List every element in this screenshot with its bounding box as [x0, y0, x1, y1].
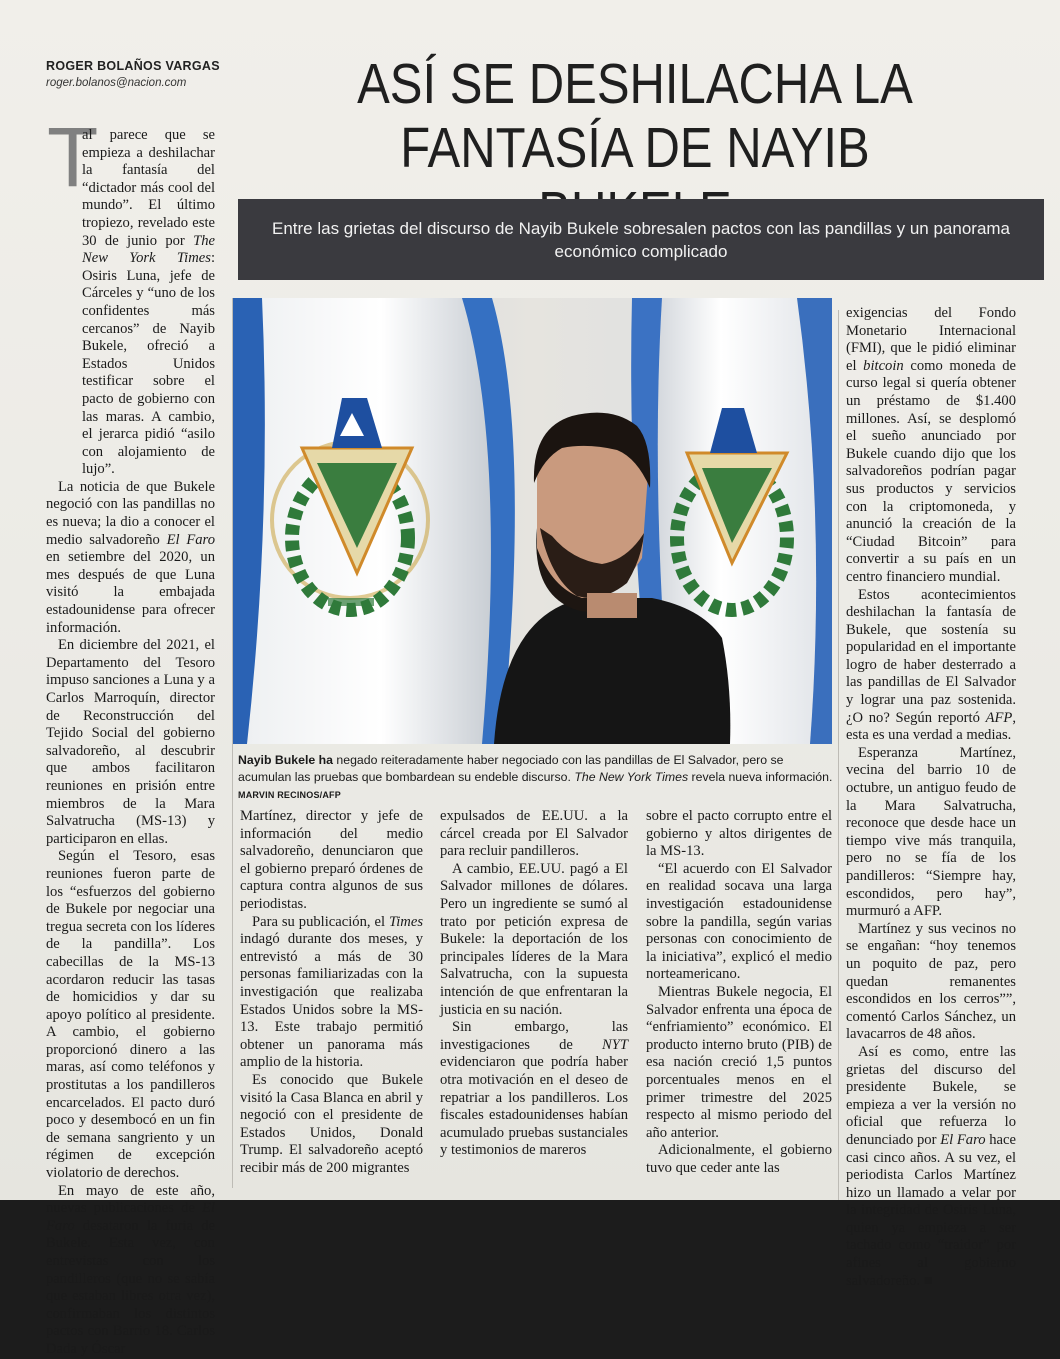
article-paragraph: Así es como, entre las grietas del discurso del presidente Bukele, se empieza a ver la versión no oficial que refuerza lo denunciado por El Faro hace casi cinco años. A su vez, el periodista Carlos Martínez hizo un llamado a velar por la integridad de Osiris Luna, quien ya empieza a ser tachado como “traidor” por afines al gobierno salvadoreño. ■	[846, 1043, 1016, 1289]
drop-cap: T	[47, 110, 99, 204]
article-paragraph: Esperanza Martínez, vecina del barrio 10 de octubre, un antiguo feudo de la Mara Salvatrucha, reconoce que desde hace un tiempo vive más tranquila, pero no se fía de los pandilleros: “Siempre hay, escondidos, pero hay”, murmuró a AFP.	[846, 744, 1016, 920]
article-paragraph: Sin embargo, las investigaciones de NYT evidenciaron que podría haber otra motivación en el deseo de repatriar a los pandilleros. Los fiscales estadounidenses habían acumulado pruebas sustanciales y testimonios de mareros	[440, 1019, 628, 1159]
photo-caption	[238, 752, 838, 804]
subheadline-text: Entre las grietas del discurso de Nayib Bukele sobresalen pactos con las pandillas y un panorama económico complicado	[271, 218, 1011, 261]
article-paragraph: Martínez y sus vecinos no se engañan: “hoy tenemos un poquito de paz, pero quedan remanentes escondidos en los cerros””, comentó Carlos Sánchez, un lavacarros de 48 años.	[846, 920, 1016, 1043]
article-paragraph: Mientras Bukele negocia, El Salvador enfrenta una época de “enfriamiento” económico. El producto interno bruto (PIB) de esa nación creció 1,5 puntos porcentuales menos en el primer trimestre del 2025 respecto al mismo periodo del año anterior.	[646, 983, 832, 1141]
caption-source: The New York Times	[574, 770, 689, 784]
photo-credit: MARVIN RECINOS/AFP	[238, 790, 341, 800]
article-paragraph: Es conocido que Bukele visitó la Casa Blanca en abril y negoció con el presidente de Estados Unidos, Donald Trump. El salvadoreño aceptó recibir más de 200 migrantes	[240, 1071, 423, 1176]
article-paragraph: “El acuerdo con El Salvador en realidad socava una larga investigación estadounidense sobre la pandilla, según varias personas con conocimiento de la iniciativa”, explicó el medio norteamericano.	[646, 860, 832, 983]
article-paragraph: exigencias del Fondo Monetario Internacional (FMI), que le pidió eliminar el bitcoin como moneda de curso legal si quería obtener un préstamo de $1.400 millones. Así, se desplomó el sueño anunciado por Bukele cuando dijo que los salvadoreños podrían pagar sus productos y servicios con la criptomoneda, y anunció la creación de la “Ciudad Bitcoin” para convertir a su país en un centro financiero mundial.	[846, 305, 1016, 585]
article-photo	[232, 298, 832, 744]
caption-text: negado reiteradamente haber negociado con las pandillas de El Salvador, pero se acumulan las pruebas que bombardean su endeble discurso.	[238, 753, 784, 784]
headline-line-2: FANTASÍA DE NAYIB	[400, 116, 870, 180]
article-paragraph: al parece que se empieza a deshilachar la fantasía del “dictador más cool del mundo”. El último tropiezo, revelado este 30 de junio por The New York Times: Osiris Luna, jefe de Cárceles y “uno de los confidentes más cercanos” de Nayib Bukele, ofreció a Estados Unidos testificar sobre el pacto de gobierno con las maras. A cambio, el jerarca pidió “asilo con alojamiento de lujo”.	[82, 127, 215, 478]
author-name: ROGER BOLAÑOS VARGAS	[46, 59, 220, 73]
article-paragraph: Adicionalmente, el gobierno tuvo que ceder ante las	[646, 1142, 832, 1176]
photo-illustration	[232, 298, 832, 744]
article-column-1	[46, 110, 215, 1359]
author-email: roger.bolanos@nacion.com	[46, 77, 187, 89]
article-paragraph: En diciembre del 2021, el Departamento del Tesoro impuso sanciones a Luna y a Carlos Marroquín, director de Reconstrucción del Tejido Social del gobierno salvadoreño, al descubrir que ambos facilitaron reuniones en prisión entre miembros de la Mara Salvatrucha (MS-13) y participaron en ellas.	[46, 637, 215, 847]
column-rule	[232, 298, 233, 1188]
article-paragraph: En mayo de este año, nuevas publicaciones de El Faro desataron la furia de Bukele. Esta vez, con entrevistas con los pandilleros (que no se sabía que estaban libres otra vez), confirmaban los distintos pactos con Barrio 18. Carlos Dada y Óscar	[46, 1182, 215, 1357]
column-rule	[838, 310, 839, 1200]
article-paragraph: Para su publicación, el Times indagó durante dos meses, y entrevistó a más de 30 personas familiarizadas con la investigación que realizaba Estados Unidos sobre la MS-13. Este trabajo permitió obtener un panorama más amplio de la historia.	[240, 913, 423, 1071]
caption-text-2: revela nueva información.	[688, 770, 833, 784]
article-column-2	[240, 808, 423, 1177]
headline-line-1: ASÍ SE DESHILACHA LA	[357, 52, 913, 116]
article-column-3	[440, 808, 628, 1160]
subheadline-bar	[238, 199, 1044, 280]
article-column-4	[646, 808, 832, 1177]
article-paragraph: Según el Tesoro, esas reuniones fueron parte de los “esfuerzos del gobierno de Bukele por negociar una tregua secreta con los líderes de la pandilla”. Los cabecillas de la MS-13 acordaron reducir las tasas de homicidios y dar su apoyo político al presidente. A cambio, el gobierno proporcionó dinero a las maras, así como teléfonos y prostitutas a los pandilleros encarcelados. El pacto duró poco y desembocó en un fin de semana sangriento y un régimen de excepción violatorio de derechos.	[46, 848, 215, 1182]
caption-lead: Nayib Bukele ha	[238, 753, 333, 767]
article-paragraph: A cambio, EE.UU. pagó a El Salvador millones de dólares. Pero un ingrediente se sumó al trato por petición expresa de Bukele: la deportación de los principales líderes de la Mara Salvatrucha, con la supuesta intención de que enfrentaran la justicia en su nación.	[440, 860, 628, 1018]
article-paragraph: Estos acontecimientos deshilachan la fantasía de Bukele, que sostenía su popularidad en el importante logro de haber desterrado a las pandillas de El Salvador y lograr una paz sostenida. ¿O no? Según reportó AFP, esta es una verdad a medias.	[846, 586, 1016, 744]
end-mark: ■	[923, 1272, 933, 1289]
article-paragraph: expulsados de EE.UU. a la cárcel creada por El Salvador para recluir pandilleros.	[440, 808, 628, 860]
article-paragraph: Martínez, director y jefe de información del medio salvadoreño, denunciaron que el gobierno preparó órdenes de captura contra algunos de sus periodistas.	[240, 808, 423, 912]
article-column-5	[846, 305, 1016, 1290]
article-paragraph: La noticia de que Bukele negoció con las pandillas no es nueva; la dio a conocer el medio salvadoreño El Faro en setiembre del 2020, un mes después de que Luna visitó la embajada estadounidense para ofrecer información.	[46, 478, 215, 636]
article-paragraph: sobre el pacto corrupto entre el gobierno y altos dirigentes de la MS-13.	[646, 808, 832, 860]
